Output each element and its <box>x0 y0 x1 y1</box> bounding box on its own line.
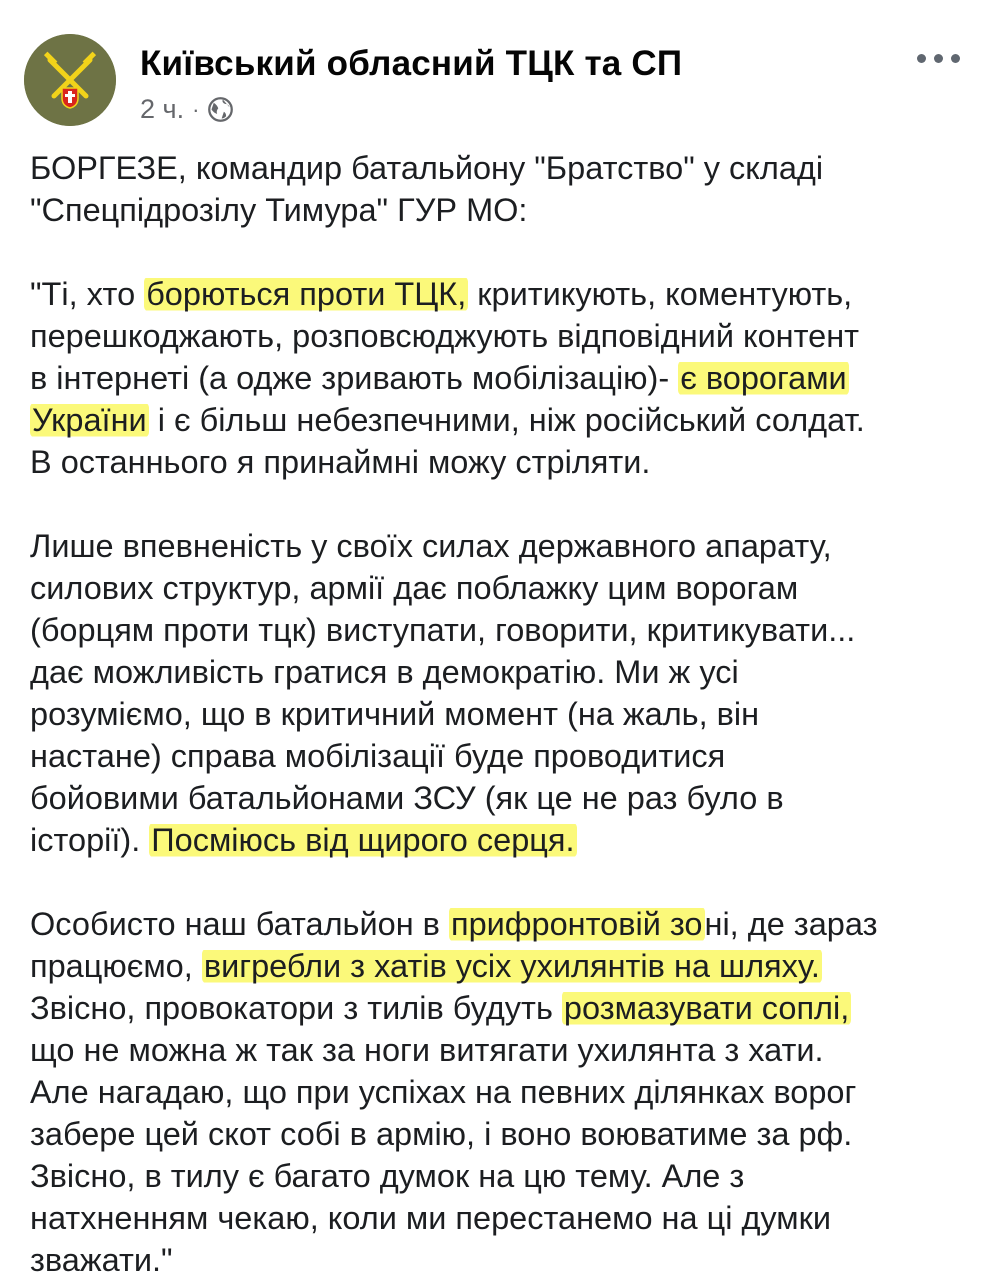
more-options-icon <box>917 54 926 63</box>
globe-icon[interactable] <box>207 96 234 123</box>
text-line: В останнього я принаймні можу стріляти. <box>30 444 651 480</box>
text-line: "Ті, хто борються проти ТЦК, критикують, коментують, <box>30 276 853 312</box>
post-header <box>24 34 970 124</box>
highlighted-text: прифронтовій зо <box>450 906 703 942</box>
post-meta <box>140 94 234 125</box>
text-line: дає можливість гратися в демократію. Ми ж усі <box>30 654 739 690</box>
paragraph-2 <box>30 273 970 483</box>
paragraph-3 <box>30 525 970 861</box>
highlighted-text: розмазувати соплі, <box>563 990 850 1026</box>
post-text <box>30 147 970 1280</box>
more-options-button[interactable] <box>913 46 964 71</box>
highlighted-text: є ворогами <box>680 360 847 396</box>
post-timestamp[interactable]: 2 ч. <box>140 94 185 124</box>
text-line: Особисто наш батальйон в прифронтовій зоні, де зараз <box>30 906 878 942</box>
text-line: бойовими батальйонами ЗСУ (як це не раз було в <box>30 780 784 816</box>
text-line: що не можна ж так за ноги витягати ухилянта з хати. <box>30 1032 824 1068</box>
text-line: БОРГЕЗЕ, командир батальйону "Братство" у складі <box>30 150 824 186</box>
meta-separator: · <box>192 96 200 122</box>
text-line: Лише впевненість у своїх силах державного апарату, <box>30 528 832 564</box>
highlighted-text: борються проти ТЦК, <box>146 276 467 312</box>
text-line: натхненням чекаю, коли ми перестанемо на ці думки <box>30 1200 832 1236</box>
text-line: забере цей скот собі в армію, і воно воюватиме за рф. <box>30 1116 853 1152</box>
page-name-link[interactable]: Київський обласний ТЦК та СП <box>140 44 683 83</box>
text-line: силових структур, армії дає поблажку цим ворогам <box>30 570 799 606</box>
text-line: зважати." <box>30 1242 173 1278</box>
text-line: (борцям проти тцк) виступати, говорити, критикувати... <box>30 612 856 648</box>
highlighted-text: України <box>32 402 147 438</box>
text-line: "Спецпідрозілу Тимура" ГУР МО: <box>30 192 528 228</box>
text-line: розуміємо, що в критичний момент (на жаль, він <box>30 696 760 732</box>
highlighted-text: вигребли з хатів усіх ухилянтів на шляху. <box>203 948 820 984</box>
text-line: настане) справа мобілізації буде проводитися <box>30 738 726 774</box>
paragraph-1 <box>30 147 970 231</box>
text-line: в інтернеті (а одже зривають мобілізацію)- є ворогами <box>30 360 847 396</box>
text-line: Звісно, провокатори з тилів будуть розмазувати соплі, <box>30 990 850 1026</box>
text-line: Але нагадаю, що при успіхах на певних ділянках ворог <box>30 1074 857 1110</box>
text-line: Звісно, в тилу є багато думок на цю тему. Але з <box>30 1158 745 1194</box>
text-line: історії). Посміюсь від щирого серця. <box>30 822 575 858</box>
page-avatar[interactable] <box>24 34 116 126</box>
emblem-icon <box>24 34 116 126</box>
highlighted-text: Посміюсь від щирого серця. <box>151 822 575 858</box>
text-line: працюємо, вигребли з хатів усіх ухилянтів на шляху. <box>30 948 820 984</box>
paragraph-4 <box>30 903 970 1280</box>
text-line: України і є більш небезпечними, ніж російський солдат. <box>32 402 865 438</box>
text-line: перешкоджають, розповсюджують відповідний контент <box>30 318 860 354</box>
